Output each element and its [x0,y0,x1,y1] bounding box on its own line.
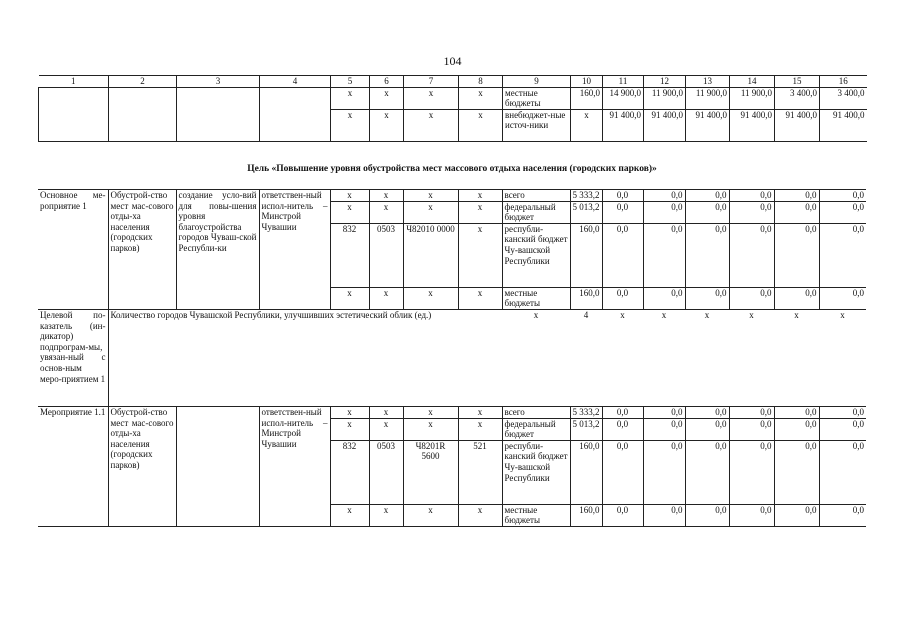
value-cell: 0,0 [685,440,729,504]
cell: x [458,504,502,526]
col-num: 16 [820,76,867,88]
value-cell: 0,0 [774,287,819,309]
cell: Ч82010 0000 [403,223,458,287]
value-cell: 91 400,0 [644,109,686,141]
col-num: 2 [109,76,177,88]
col-num: 4 [260,76,331,88]
table-row [38,190,866,202]
col-num: 15 [775,76,820,88]
value-cell: 0,0 [685,201,729,223]
value-cell: 91 400,0 [603,109,644,141]
value-cell: 0,0 [643,223,685,287]
cell: x [369,418,403,440]
cell: x [330,287,369,309]
value-cell: 0,0 [643,504,685,526]
value-cell: 0,0 [643,190,685,202]
value-cell: 0,0 [819,504,866,526]
value-cell: 0,0 [643,440,685,504]
value-cell: 0,0 [685,223,729,287]
table-row [39,87,867,109]
value-cell: 0,0 [643,406,685,418]
event-task: Обустрой-ство мест мас-сового отды-ха населения (городских парков) [108,406,176,526]
value-cell: 11 900,0 [730,87,775,109]
value-cell: 91 400,0 [686,109,730,141]
indicator-name: Целевой по-казатель (ин-дикатор) подпрограм-мы, увязан-ный с основ-ным меро-приятием 1 [38,309,108,406]
continuation-table [38,75,867,142]
event-name: Основное ме-роприятие 1 [38,190,108,310]
value-cell: 0,0 [729,440,774,504]
value-cell: 0,0 [602,201,643,223]
cell: x [403,190,458,202]
source-cell: республи-канский бюджет Чу-вашской Республики [502,223,570,287]
value-cell: 0,0 [602,406,643,418]
value-cell: 91 400,0 [820,109,867,141]
column-number-row [39,76,867,88]
value-cell: x [774,309,819,406]
value-cell: 11 900,0 [686,87,730,109]
value-cell: 0,0 [774,201,819,223]
cell: x [331,109,370,141]
cell: x [502,309,570,406]
value-cell: x [685,309,729,406]
value-cell: 0,0 [774,190,819,202]
value-cell: 5 333,2 [570,190,602,202]
col-num: 12 [644,76,686,88]
cell: x [330,406,369,418]
indicator-text: Количество городов Чувашской Республики, улучшивших эстетический облик (ед.) [108,309,502,406]
cell: 0503 [369,440,403,504]
value-cell: 0,0 [685,504,729,526]
col-num: 9 [503,76,571,88]
value-cell: 5 013,2 [570,418,602,440]
value-cell: 0,0 [729,418,774,440]
value-cell: 0,0 [602,418,643,440]
cell: x [458,418,502,440]
value-cell: 0,0 [602,287,643,309]
value-cell: 160,0 [570,223,602,287]
value-cell: 14 900,0 [603,87,644,109]
source-cell: федеральный бюджет [502,418,570,440]
cell: x [404,87,459,109]
cell: 832 [330,440,369,504]
cell: x [331,87,370,109]
col-num: 8 [459,76,503,88]
value-cell: 0,0 [643,201,685,223]
source-cell: внебюджет-ные источ-ники [503,109,571,141]
cell: x [458,406,502,418]
value-cell: 0,0 [729,223,774,287]
value-cell: 11 900,0 [644,87,686,109]
cell: x [403,287,458,309]
value-cell: 0,0 [643,418,685,440]
value-cell: 0,0 [819,406,866,418]
col-num: 1 [39,76,109,88]
cell: x [330,418,369,440]
cell: x [458,201,502,223]
cell: x [369,406,403,418]
value-cell: 0,0 [729,190,774,202]
cell: x [369,287,403,309]
cell: x [459,87,503,109]
cell: x [458,223,502,287]
value-cell: 91 400,0 [730,109,775,141]
value-cell: 0,0 [685,418,729,440]
cell: x [458,190,502,202]
value-cell: 0,0 [774,504,819,526]
cell: 521 [458,440,502,504]
value-cell: 160,0 [570,504,602,526]
cell: Ч8201R 5600 [403,440,458,504]
event-result: создание усло-вий для повы-шения уровня благоустройства городов Чуваш-ской Республи-ки [176,190,259,310]
value-cell: 0,0 [685,287,729,309]
cell: x [330,201,369,223]
value-cell: 0,0 [643,287,685,309]
value-cell: 0,0 [685,190,729,202]
cell: x [459,109,503,141]
value-cell: 0,0 [774,223,819,287]
source-cell: местные бюджеты [503,87,571,109]
cell: x [370,87,404,109]
value-cell: x [729,309,774,406]
event-result [176,406,259,526]
cell: x [369,201,403,223]
value-cell: 0,0 [685,406,729,418]
cell: x [403,504,458,526]
event-executor: ответствен-ный испол-нитель – Минстрой Чувашии [259,190,330,310]
table-row [38,406,866,418]
col-num: 3 [177,76,260,88]
event-executor: ответствен-ный испол-нитель – Минстрой Чувашии [259,406,330,526]
value-cell: 0,0 [819,440,866,504]
event-task: Обустрой-ство мест мас-сового отды-ха населения (городских парков) [108,190,176,310]
value-cell: 0,0 [819,223,866,287]
value-cell: 0,0 [819,201,866,223]
value-cell: 0,0 [774,418,819,440]
table-row [39,109,867,141]
page-number: 104 [443,54,462,68]
source-cell: местные бюджеты [502,504,570,526]
value-cell: x [819,309,866,406]
value-cell: 0,0 [602,190,643,202]
value-cell: 0,0 [602,440,643,504]
value-cell: 160,0 [570,440,602,504]
value-cell: 0,0 [819,418,866,440]
col-num: 13 [686,76,730,88]
value-cell: 0,0 [774,406,819,418]
value-cell: 0,0 [729,287,774,309]
event-name: Мероприятие 1.1 [38,406,108,526]
value-cell: 0,0 [774,440,819,504]
value-cell: 5 333,2 [570,406,602,418]
cell: x [369,190,403,202]
program-table [38,189,866,527]
value-cell: x [571,109,603,141]
source-cell: республи-канский бюджет Чу-вашской Республики [502,440,570,504]
source-cell: всего [502,406,570,418]
source-cell: местные бюджеты [502,287,570,309]
cell: x [403,418,458,440]
cell: 832 [330,223,369,287]
col-num: 11 [603,76,644,88]
cell: x [404,109,459,141]
value-cell: 0,0 [729,406,774,418]
value-cell: 0,0 [819,287,866,309]
cell: 0503 [369,223,403,287]
value-cell: 4 [570,309,602,406]
col-num: 14 [730,76,775,88]
value-cell: 0,0 [819,190,866,202]
value-cell: 160,0 [570,287,602,309]
source-cell: всего [502,190,570,202]
value-cell: 91 400,0 [775,109,820,141]
col-num: 10 [571,76,603,88]
value-cell: 0,0 [602,223,643,287]
value-cell: 0,0 [729,201,774,223]
cell: x [403,406,458,418]
source-cell: федеральный бюджет [502,201,570,223]
value-cell: x [643,309,685,406]
col-num: 5 [331,76,370,88]
value-cell: 160,0 [571,87,603,109]
value-cell: 0,0 [729,504,774,526]
col-num: 6 [370,76,404,88]
value-cell: x [602,309,643,406]
cell: x [330,504,369,526]
value-cell: 3 400,0 [775,87,820,109]
cell: x [330,190,369,202]
cell: x [370,109,404,141]
indicator-row [38,309,866,406]
col-num: 7 [404,76,459,88]
cell: x [458,287,502,309]
value-cell: 0,0 [602,504,643,526]
value-cell: 5 013,2 [570,201,602,223]
goal-title: Цель «Повышение уровня обустройства мест массового отдыха населения (городских парков)» [247,164,657,174]
value-cell: 3 400,0 [820,87,867,109]
cell: x [369,504,403,526]
cell: x [403,201,458,223]
